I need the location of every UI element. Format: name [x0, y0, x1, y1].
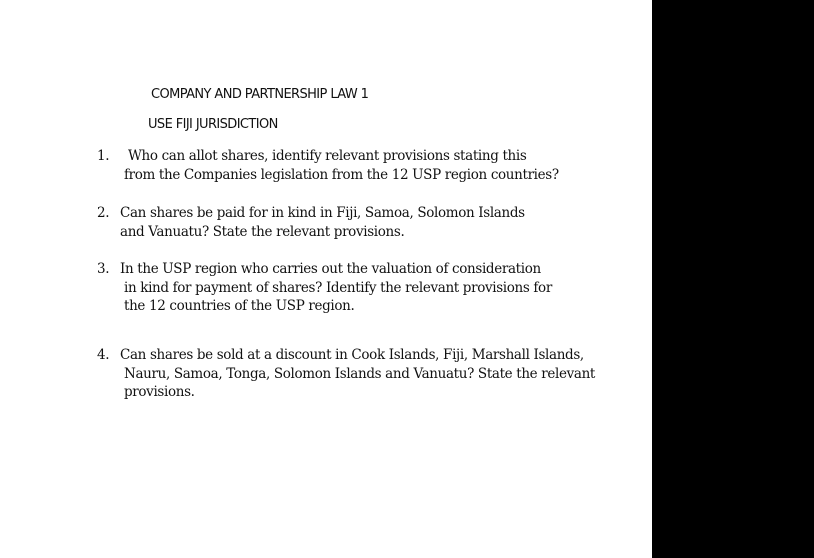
- question-line: and Vanuatu? State the relevant provisions.: [120, 223, 405, 240]
- question-line: Who can allot shares, identify relevant provisions stating this: [128, 148, 527, 164]
- question-number: 4.: [97, 347, 110, 363]
- question-number: 3.: [97, 261, 110, 277]
- side-black-panel: [652, 0, 814, 558]
- question-line: Can shares be paid for in kind in Fiji, Samoa, Solomon Islands: [120, 205, 525, 221]
- question-line: from the Companies legislation from the 12 USP region countries?: [124, 166, 559, 183]
- question-number: 1.: [97, 148, 110, 164]
- question-line: Can shares be sold at a discount in Cook Islands, Fiji, Marshall Islands,: [120, 347, 584, 363]
- document-subtitle: USE FIJI JURISDICTION: [148, 117, 278, 132]
- question-line: In the USP region who carries out the valuation of consideration: [120, 261, 541, 277]
- document-title: COMPANY AND PARTNERSHIP LAW 1: [151, 87, 369, 102]
- question-2: [97, 204, 525, 241]
- question-4: [97, 346, 595, 402]
- question-line: the 12 countries of the USP region.: [124, 298, 355, 314]
- question-3: [97, 260, 552, 316]
- question-1: [97, 147, 559, 184]
- question-number: 2.: [97, 205, 110, 221]
- question-line: Nauru, Samoa, Tonga, Solomon Islands and Vanuatu? State the relevant: [124, 365, 596, 382]
- question-line: in kind for payment of shares? Identify the relevant provisions for: [124, 279, 552, 296]
- question-line: provisions.: [124, 384, 195, 400]
